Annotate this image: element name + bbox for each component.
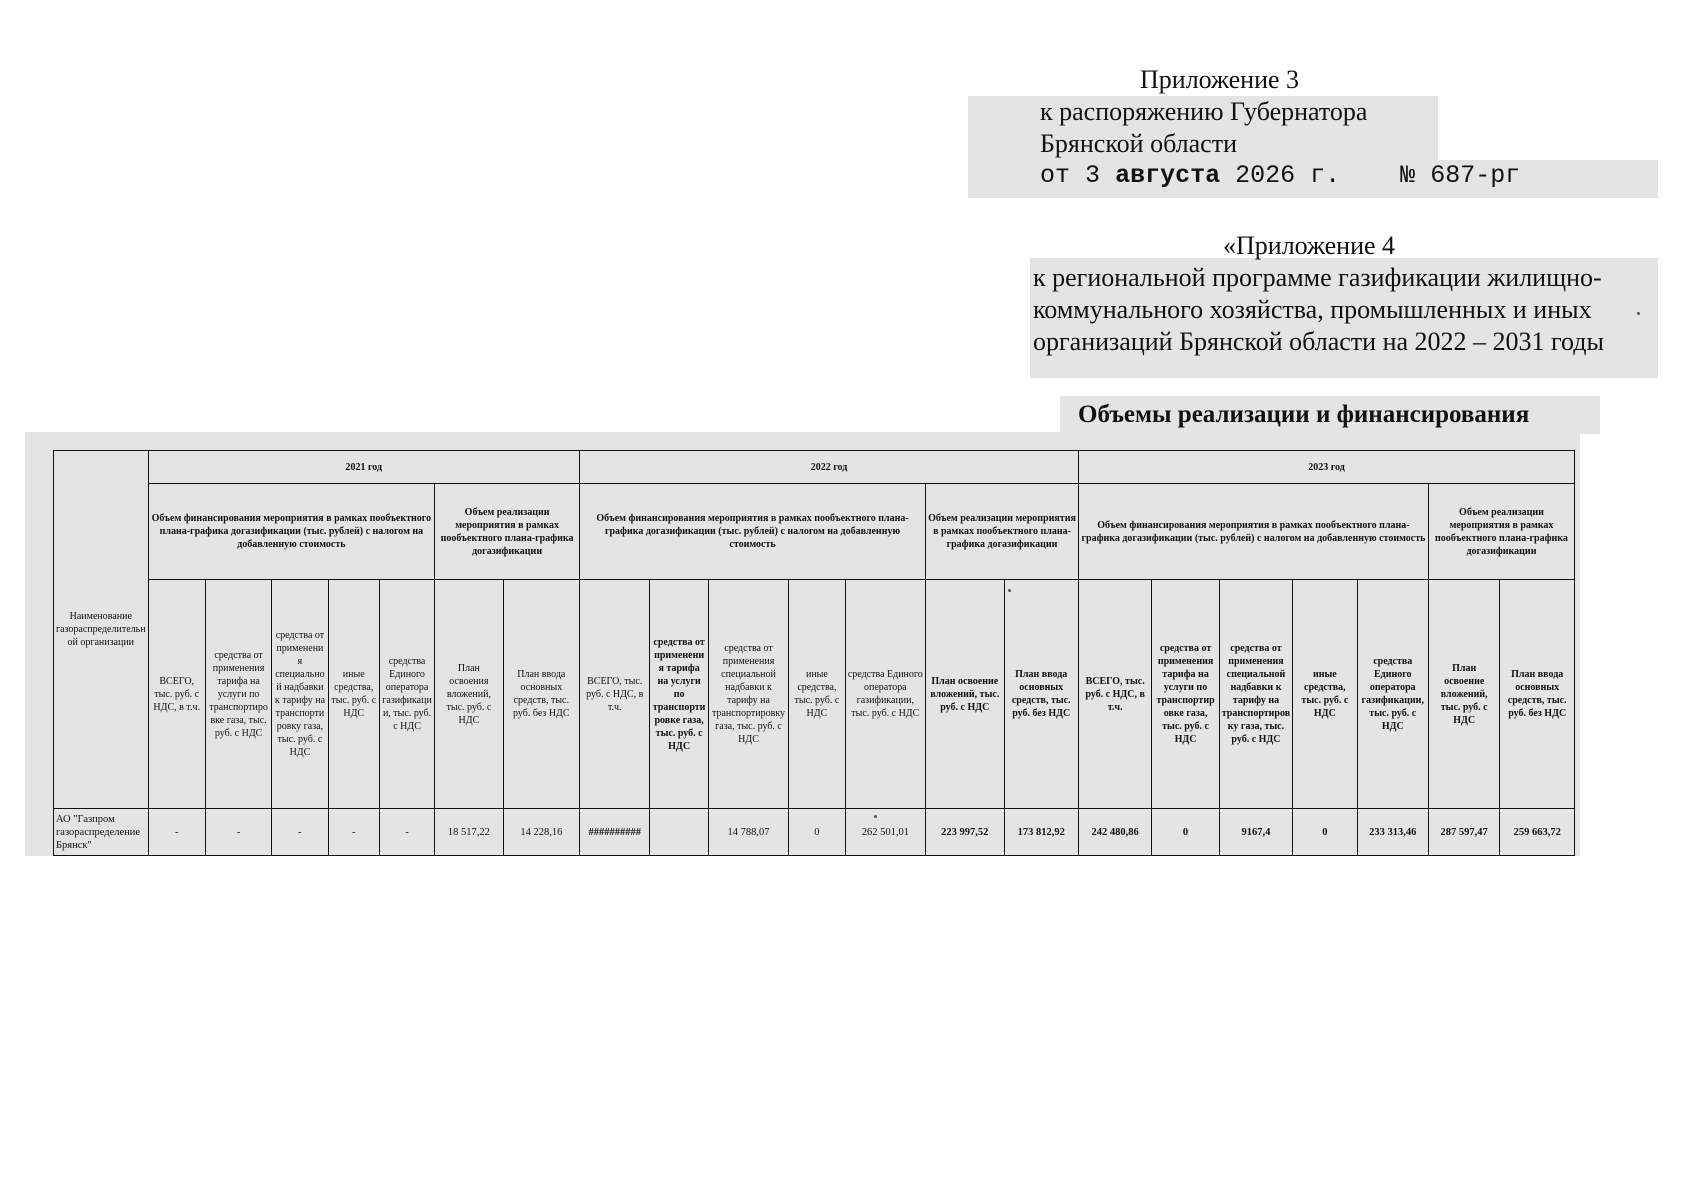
year-2023-header: 2023 год [1078, 451, 1574, 484]
col-2022-plan-assets: План ввода основных средств, тыс. руб. без НДС [1004, 580, 1078, 809]
volume-2022-header: Объем реализации мероприятия в рамках пообъектного плана-графика догазификации [926, 484, 1079, 580]
col-2022-surcharge: средства от применения специальной надбавки к тарифу на транспортировку газа, тыс. руб. с НДС [708, 580, 788, 809]
cell-2021-tariff: - [205, 809, 271, 856]
cell-2022-plan-investment: 223 997,52 [926, 809, 1004, 856]
org-name-cell: АО "Газпром газораспределение Брянск" [54, 809, 149, 856]
cell-2022-operator: 262 501,01 [845, 809, 925, 856]
appendix-3-line: Приложение 3 [1140, 65, 1300, 94]
cell-2021-operator: - [379, 809, 434, 856]
financing-table-wrap [53, 450, 1575, 856]
cell-2022-plan-assets: 173 812,92 [1004, 809, 1078, 856]
col-2022-plan-investment: План освоение вложений, тыс. руб. с НДС [926, 580, 1004, 809]
date-prefix: от [1040, 161, 1071, 190]
volume-2021-header: Объем реализации мероприятия в рамках пообъектного плана-графика догазификации [435, 484, 580, 580]
scan-speck [1008, 589, 1011, 592]
cell-2023-total: 242 480,86 [1078, 809, 1151, 856]
cell-2021-other: - [328, 809, 379, 856]
col-2023-total: ВСЕГО, тыс. руб. с НДС, в т.ч. [1078, 580, 1151, 809]
cell-2023-plan-investment: 287 597,47 [1428, 809, 1499, 856]
volume-2023-header: Объем реализации мероприятия в рамках пообъектного плана-графика догазификации [1428, 484, 1574, 580]
col-2023-tariff: средства от применения тарифа на услуги по транспортировке газа, тыс. руб. с НДС [1152, 580, 1219, 809]
year-2021-header: 2021 год [148, 451, 579, 484]
cell-2021-surcharge: - [272, 809, 328, 856]
col-2021-plan-assets: План ввода основных средств, тыс. руб. без НДС [503, 580, 579, 809]
col-2023-surcharge: средства от применения специальной надбавки к тарифу на транспортировку газа, тыс. руб. с НДС [1219, 580, 1292, 809]
col-2022-total: ВСЕГО, тыс. руб. с НДС, в т.ч. [580, 580, 650, 809]
region-line: Брянской области [1040, 129, 1237, 158]
cell-2023-operator: 233 313,46 [1357, 809, 1428, 856]
cell-2021-plan-investment: 18 517,22 [435, 809, 503, 856]
cell-2022-total: ########## [580, 809, 650, 856]
financing-2023-header: Объем финансирования мероприятия в рамках пообъектного плана-графика догазификации (тыс. рублей) с налогом на добавленную стоимость [1078, 484, 1428, 580]
financing-2021-header: Объем финансирования мероприятия в рамках пообъектного плана-графика догазификации (тыс. рублей) с налогом на добавленную стоимость [148, 484, 435, 580]
col-2023-plan-investment: План освоение вложений, тыс. руб. с НДС [1428, 580, 1499, 809]
order-header [1040, 64, 1660, 192]
col-2021-plan-investment: План освоения вложений, тыс. руб. с НДС [435, 580, 503, 809]
financing-2022-header: Объем финансирования мероприятия в рамках пообъектного плана-графика догазификации (тыс. рублей) с налогом на добавленную стоимость [580, 484, 926, 580]
col-2023-plan-assets: План ввода основных средств, тыс. руб. без НДС [1500, 580, 1575, 809]
order-ref-line: к распоряжению Губернатора [1040, 97, 1368, 126]
cell-2023-other: 0 [1293, 809, 1357, 856]
col-2021-surcharge: средства от применения специальной надбавки к тарифу на транспортировку газа, тыс. руб. с НДС [272, 580, 328, 809]
col-2021-tariff: средства от применения тарифа на услуги по транспортировке газа, тыс. руб. с НДС [205, 580, 271, 809]
cell-2023-plan-assets: 259 663,72 [1500, 809, 1575, 856]
col-2021-operator: средства Единого оператора газификации, тыс. руб. с НДС [379, 580, 434, 809]
cell-2022-surcharge: 14 788,07 [708, 809, 788, 856]
date-year: 2026 г. [1235, 161, 1341, 190]
year-header-row [54, 451, 1575, 484]
program-header [1033, 230, 1683, 358]
col-2023-operator: средства Единого оператора газификации, тыс. руб. с НДС [1357, 580, 1428, 809]
cell-2022-other: 0 [789, 809, 845, 856]
order-date-line [1040, 160, 1660, 192]
cell-2021-plan-assets: 14 228,16 [503, 809, 579, 856]
org-name-header: Наименование газораспределительной организации [54, 451, 149, 809]
scan-speck [874, 815, 877, 818]
cell-2023-tariff: 0 [1152, 809, 1219, 856]
program-line-1: к региональной программе газификации жилищно- [1033, 263, 1602, 292]
col-2022-operator: средства Единого оператора газификации, тыс. руб. с НДС [845, 580, 925, 809]
date-day: 3 [1085, 161, 1101, 190]
group-header-row [54, 484, 1575, 580]
col-2022-tariff: средства от применения тарифа на услуги по транспортировке газа, тыс. руб. с НДС [650, 580, 708, 809]
col-2021-other: иные средства, тыс. руб. с НДС [328, 580, 379, 809]
col-2022-other: иные средства, тыс. руб. с НДС [789, 580, 845, 809]
program-line-3: организаций Брянской области на 2022 – 2031 годы [1033, 327, 1604, 356]
column-header-row [54, 580, 1575, 809]
table-row [54, 809, 1575, 856]
cell-2023-surcharge: 9167,4 [1219, 809, 1292, 856]
scan-speck [1637, 312, 1640, 315]
appendix-4-line: «Приложение 4 [1223, 231, 1396, 260]
program-line-2: коммунального хозяйства, промышленных и иных [1033, 295, 1592, 324]
number-value: 687-рг [1430, 161, 1521, 190]
cell-2022-tariff [650, 809, 708, 856]
document-title: Объемы реализации и финансирования [1078, 401, 1530, 428]
year-2022-header: 2022 год [580, 451, 1079, 484]
date-month: августа [1115, 161, 1221, 190]
cell-2021-total: - [148, 809, 205, 856]
col-2023-other: иные средства, тыс. руб. с НДС [1293, 580, 1357, 809]
col-2021-total: ВСЕГО, тыс. руб. с НДС, в т.ч. [148, 580, 205, 809]
financing-table [53, 450, 1575, 856]
number-label: № [1400, 161, 1416, 190]
